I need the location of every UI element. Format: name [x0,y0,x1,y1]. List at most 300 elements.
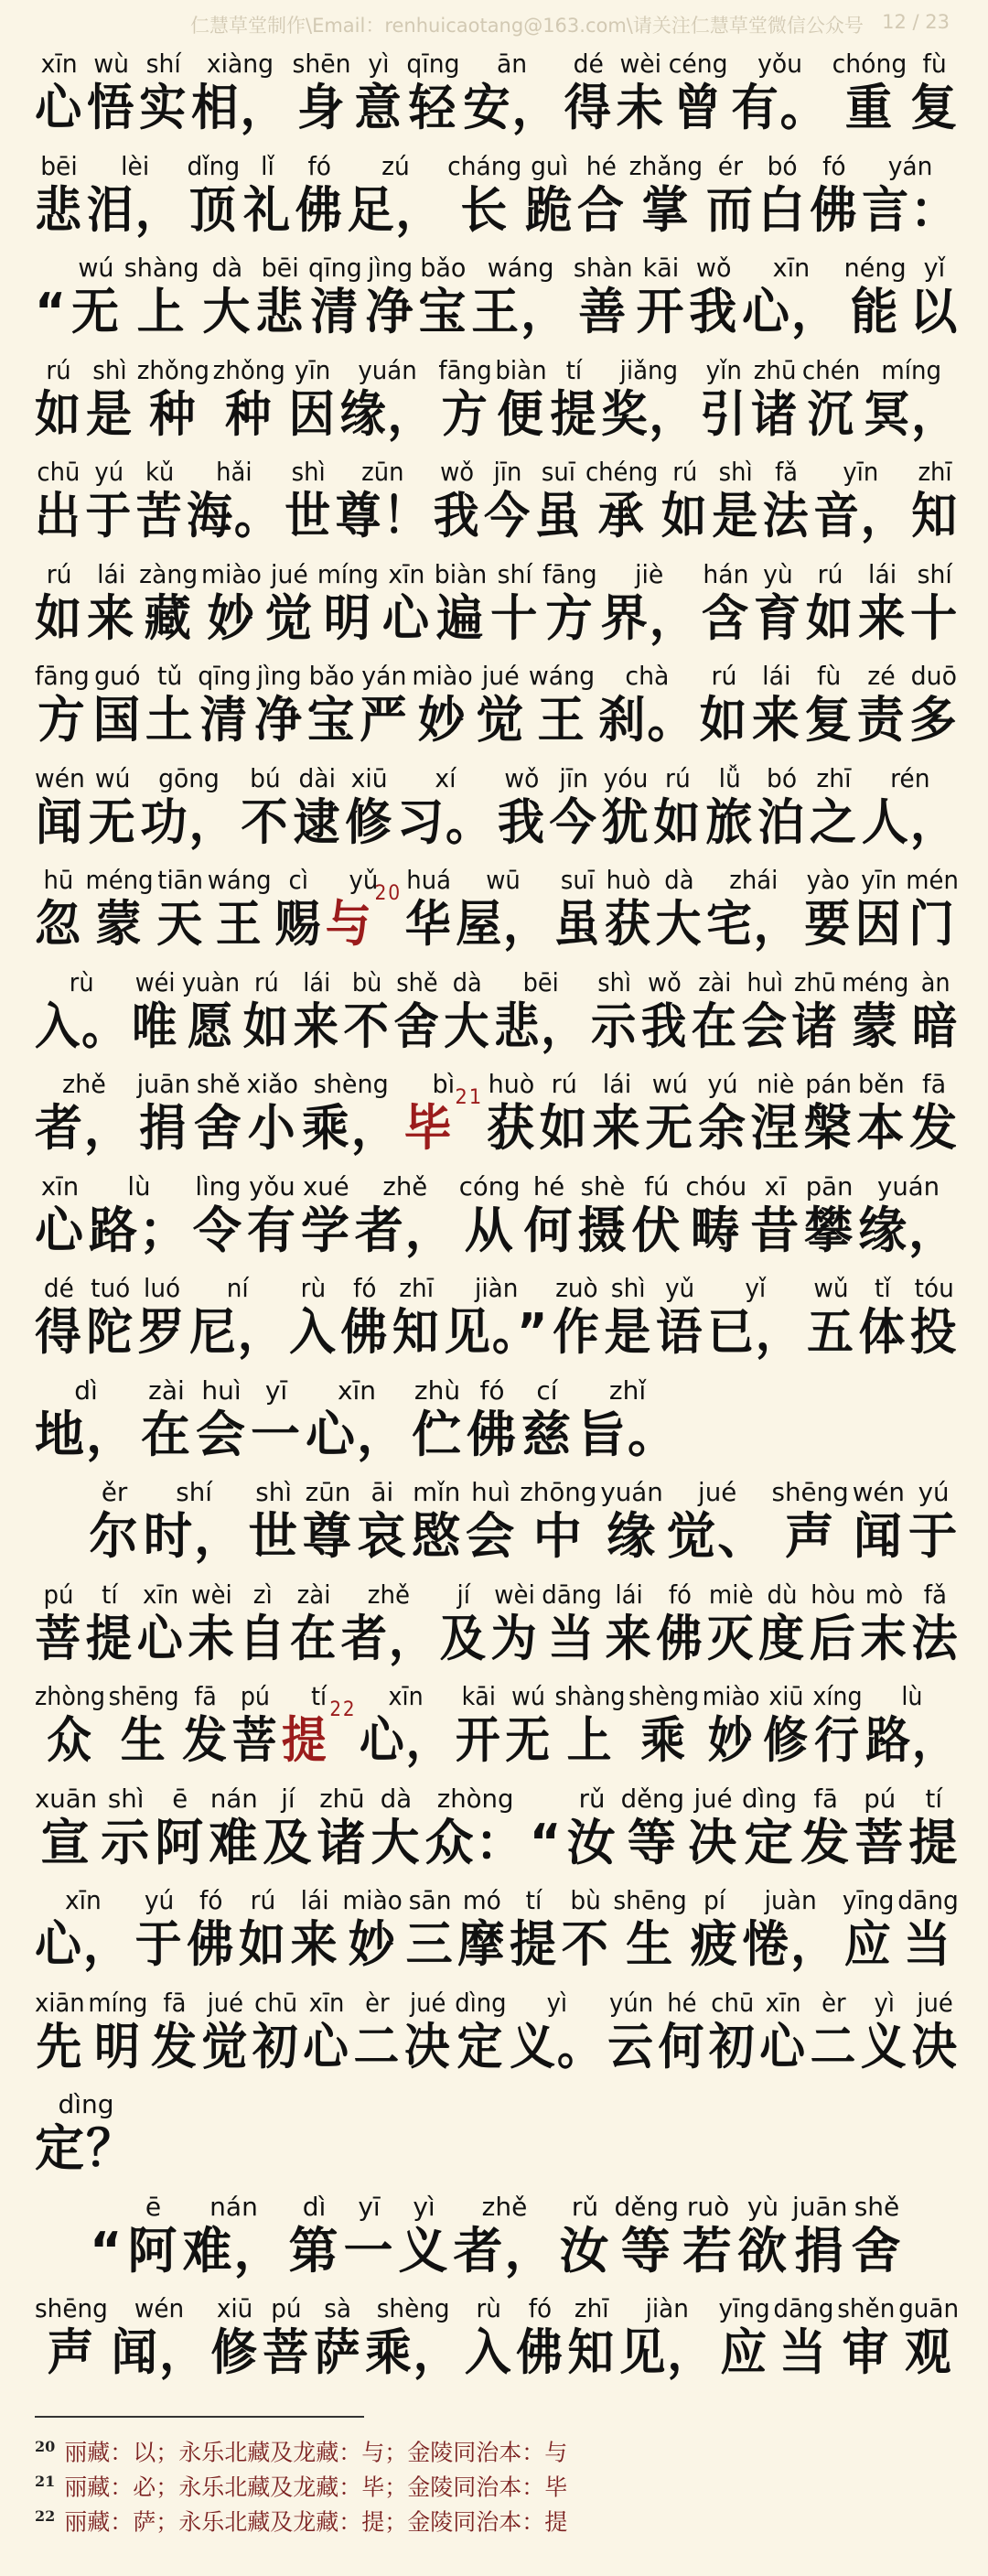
hanzi: 我 [640,997,689,1055]
pinyin: bú [250,762,281,793]
pinyin: xíng [812,1681,863,1711]
hanzi: 本 [856,1099,907,1157]
ruby-char [804,866,852,954]
ruby-char [291,1886,339,1974]
ruby-char [600,1478,662,1566]
ruby-char [241,764,289,852]
hanzi: 不 [343,997,391,1055]
pinyin: lái [615,1579,643,1610]
hanzi: 于 [85,487,134,544]
hanzi: 遍 [435,588,486,647]
hanzi: 于 [134,1915,184,1973]
ruby-char [139,560,198,648]
hanzi: 清 [199,691,250,749]
text-line [35,749,959,852]
hanzi: 大 [655,895,703,953]
ruby-char [306,1376,408,1464]
pinyin: wú [651,1069,688,1099]
pinyin: yì [546,1987,568,2018]
ruby-char [88,1989,147,2076]
pinyin: yǐ [745,1273,767,1303]
hanzi: 出 [35,487,82,544]
hanzi: 之 [809,792,858,851]
ruby-char [763,1682,810,1770]
text-line [35,1871,959,1974]
pinyin: yī [264,1374,288,1406]
ruby-char [434,458,481,545]
pinyin: fó [668,1579,692,1610]
ruby-char [255,253,305,341]
pinyin: wén [852,1477,905,1507]
ruby-char [457,1886,506,1974]
pinyin: lái [602,1069,632,1099]
footnote-ref[interactable]: 20 [374,882,403,905]
ruby-char [366,253,415,341]
pinyin: shàng [124,253,199,283]
hanzi: 当 [548,1609,596,1667]
ruby-char [293,764,341,852]
hanzi: 旨。 [576,1405,679,1463]
pinyin: lìng [195,1170,242,1202]
pinyin: rú [250,1885,276,1915]
hanzi: 屋， [456,895,551,953]
hanzi: 欲 [737,2221,789,2280]
text-line [35,35,960,137]
pinyin: cháng [447,150,522,181]
hanzi: 悲， [494,997,588,1055]
hanzi: 因 [854,895,903,953]
pinyin: suī [541,457,575,487]
hanzi: 种 [225,384,274,443]
pinyin: rù [476,2293,501,2323]
pinyin: zàng [139,558,199,589]
ruby-char [865,1682,958,1770]
hanzi: 义。 [510,2017,605,2075]
hanzi: 复 [910,79,960,136]
hanzi: 昔 [750,1201,801,1259]
hanzi: 闻， [111,2323,208,2381]
pinyin: miè [708,1579,754,1610]
hanzi: 要 [804,895,853,953]
pinyin: gōng [158,762,220,793]
pinyin: fù [922,49,947,79]
hanzi: “ [529,1813,564,1871]
ruby-char [326,866,402,954]
pinyin: mó [462,1885,501,1915]
hanzi: 若 [682,2221,735,2280]
ruby-char [399,2193,450,2280]
pinyin: dāng [897,1885,959,1915]
pinyin: fā [922,1069,947,1099]
ruby-char [35,1682,105,1770]
hanzi: 大 [370,1813,422,1871]
pinyin: ē [145,2191,162,2222]
pinyin: yīn [861,865,897,895]
pinyin: yuán [600,1477,663,1507]
ruby-char [282,1682,356,1770]
hanzi: 已， [707,1303,804,1361]
pinyin: dài [298,762,336,793]
pinyin: fāng [35,661,90,691]
pinyin: zhǒng [136,354,209,385]
pinyin: hé [532,1170,565,1202]
pinyin: yuán [877,1170,940,1202]
hanzi: 心， [35,1915,132,1973]
hanzi: 含 [701,588,751,647]
ruby-char [435,560,488,648]
pinyin: dìng [742,1783,798,1814]
ruby-char [516,2294,564,2382]
hanzi: 藏 [144,588,193,647]
pinyin: huì [746,966,783,997]
hanzi: 功， [140,792,238,851]
ruby-char [138,1274,187,1362]
ruby-char [293,49,351,137]
pinyin: wú [511,1681,545,1711]
text-line [35,2075,959,2178]
hanzi: 定 [456,2017,505,2075]
pinyin: bù [570,1885,601,1915]
text-line [35,954,960,1056]
pinyin: yǔ [664,1273,695,1303]
hanzi: 礼 [242,180,292,239]
ruby-char [682,2193,734,2280]
pinyin: hǎi [216,457,252,487]
hanzi: 妙 [417,691,467,749]
ruby-char [598,662,696,749]
pinyin: duō [910,661,957,691]
ruby-char [750,1172,800,1260]
pinyin: shēng [613,1885,687,1915]
hanzi: 觉 [476,691,526,749]
ruby-char [341,1580,436,1668]
hanzi: 王， [471,283,571,340]
ruby-char [530,1784,564,1872]
ruby-char [490,1580,538,1668]
hanzi: 以 [909,283,960,340]
hanzi: 能 [850,283,900,340]
ruby-char [487,1070,536,1158]
pinyin: rú [551,1069,577,1099]
hanzi: 暗 [912,997,960,1055]
hanzi: 而 [705,180,755,239]
pinyin: shì [291,457,326,487]
pinyin: shèng [376,2293,450,2323]
footnote-ref[interactable]: 22 [329,1698,357,1721]
ruby-char [295,152,344,240]
ruby-char [404,1989,452,2076]
ruby-char [247,1172,297,1260]
pinyin: rú [665,762,691,793]
pinyin: rú [46,558,72,589]
hanzi: 无 [70,283,121,340]
ruby-char [484,458,532,545]
pinyin: pú [864,1783,897,1814]
pinyin: xué [302,1170,349,1202]
ruby-char [208,866,272,954]
hanzi: 我 [433,487,481,544]
pinyin: xīn [65,1885,102,1915]
hanzi: 一 [251,1405,302,1463]
text-line [35,341,960,444]
ruby-char [35,1172,85,1260]
pinyin: zhě [367,1579,410,1610]
ruby-char [365,2294,461,2382]
footnote-ref[interactable]: 21 [455,1086,484,1109]
pinyin: rú [711,661,737,691]
ruby-char [910,49,959,137]
ruby-char [698,1070,747,1158]
pinyin: dé [43,1273,74,1303]
ruby-char [339,356,435,444]
pinyin: huò [606,865,651,895]
pinyin: dìng [58,2089,114,2119]
ruby-char [811,1989,858,2076]
ruby-char [274,866,322,954]
ruby-char [189,1274,285,1362]
ruby-char [555,1682,626,1770]
pinyin: yán [887,150,933,181]
hanzi: 提 [550,384,598,443]
ruby-char [354,1989,402,2076]
pinyin: chū [37,457,81,487]
ruby-char [909,662,959,749]
hanzi: 我 [497,792,546,851]
pinyin: zūn [305,1477,351,1507]
pinyin: zé [867,661,896,691]
hanzi: 及 [263,1813,314,1871]
ruby-char [90,2193,124,2280]
pinyin: shēn [292,49,351,79]
ruby-char [137,1580,185,1668]
ruby-char [93,662,143,749]
pinyin: tóu [914,1273,954,1303]
ruby-char [447,152,521,240]
ruby-char [35,152,83,240]
text-line [35,1259,959,1362]
pinyin: tí [311,1681,328,1711]
text-line [35,851,959,954]
ruby-char [567,1784,618,1872]
hanzi: 心， [306,1405,408,1463]
hanzi: 乘 [640,1711,687,1769]
pinyin: wén [35,762,85,793]
text-line [35,647,959,749]
ruby-char [742,1784,797,1872]
hanzi: 等 [620,2221,672,2280]
pinyin: zhù [413,1374,461,1406]
ruby-char [86,356,134,444]
ruby-char [510,1989,604,2076]
ruby-char [653,764,702,852]
ruby-char [520,1478,596,1566]
hanzi: 尔 [89,1507,140,1565]
ruby-char [804,662,854,749]
ruby-char [719,2294,770,2382]
hanzi: 示 [101,1813,152,1871]
pinyin: rù [300,1273,327,1303]
hanzi: 在 [691,997,738,1055]
pinyin: fó [479,1374,505,1406]
ruby-char [35,2090,137,2178]
ruby-char [525,152,574,240]
pinyin: wèi [191,1579,232,1610]
ruby-char [187,152,240,240]
pinyin: zhōng [520,1477,597,1507]
pinyin: dāng [542,1579,602,1610]
ruby-char [897,1886,959,1974]
pinyin: ér [717,150,743,181]
ruby-char [752,662,801,749]
pinyin: lèi [121,150,150,181]
pinyin: xiū [216,2293,253,2323]
hanzi: 未 [616,79,665,136]
pinyin: zài [698,966,732,997]
pinyin: jué [698,1477,737,1507]
pinyin: dǐng [187,150,241,181]
pinyin: fó [528,2293,553,2323]
ruby-char [112,2294,208,2382]
ruby-char [792,2193,847,2280]
ruby-char [706,152,755,240]
pinyin: shēng [35,2293,108,2323]
ruby-char [209,1784,259,1872]
pinyin: yīng [718,2293,770,2323]
pinyin: běn [857,1069,905,1099]
ruby-char [71,253,121,341]
ruby-char [35,1478,85,1566]
pinyin: èr [365,1987,390,2018]
hanzi: 声 [47,2323,96,2381]
hanzi: 奖， [601,384,697,443]
pinyin: jué [409,1987,446,2018]
hanzi: 华 [404,895,453,953]
pinyin: wèi [494,1579,535,1610]
pinyin: wén [134,2293,185,2323]
pinyin: shì [107,1783,145,1814]
hanzi: 上 [136,283,187,340]
hanzi: 三 [405,1915,455,1973]
hanzi: 缘 [606,1507,658,1565]
hanzi: 实 [139,79,188,136]
pinyin: xiū [768,1681,804,1711]
ruby-char [444,968,490,1056]
ruby-char [35,560,83,648]
pinyin: cóng [458,1170,521,1202]
pinyin: zhě [382,1170,428,1202]
pinyin: jīn [493,457,522,487]
hanzi: 见， [618,2323,715,2381]
pinyin: lái [303,966,331,997]
ruby-char [87,560,135,648]
pinyin: jìng [256,661,302,691]
hanzi: 二 [810,2017,858,2075]
hanzi: 槃 [803,1099,854,1157]
pinyin: tí [925,1783,943,1814]
ruby-char [86,1580,134,1668]
hanzi: 修 [763,1711,810,1769]
ruby-char [357,1478,407,1566]
hanzi: 愿 [187,997,235,1055]
pinyin: shě [854,2191,900,2222]
pinyin: zhī [399,1273,435,1303]
pinyin: yù [746,2191,779,2222]
ruby-char [35,968,128,1056]
pinyin: shí [917,558,952,589]
pinyin: zūn [361,457,404,487]
hanzi: 是 [85,384,134,443]
hanzi: 小 [247,1099,297,1157]
ruby-char [194,1070,243,1158]
footnote-22: $^{22}$ 丽藏：萨；永乐北藏及龙藏：提；金陵同治本：提 [35,2507,568,2536]
pinyin: lǚ [718,762,741,793]
hanzi: 如 [35,384,83,443]
hanzi: 心， [359,1711,453,1769]
ruby-char [617,49,665,137]
pinyin: yóu [603,762,649,793]
pinyin: xīn [765,1987,801,2018]
hanzi: 体 [858,1303,907,1361]
pinyin: zhě [481,2191,528,2222]
hanzi [35,1507,85,1566]
hanzi: 修 [345,792,394,851]
hanzi: 顶 [188,180,238,239]
hanzi: 如 [238,1915,287,1973]
ruby-char [392,1274,441,1362]
variant-char: 毕$^{21}$ [403,1086,484,1157]
pinyin: juān [136,1069,190,1099]
hanzi: 难 [209,1813,260,1871]
hanzi: 作 [553,1303,601,1361]
hanzi: 泊 [757,792,807,851]
ruby-char [187,458,281,545]
hanzi: 入。 [35,997,129,1055]
text-line [35,1974,959,2076]
ruby-char [661,458,709,545]
ruby-char [758,1580,806,1668]
pinyin: shí [176,1477,212,1507]
hanzi: 捐 [794,2221,846,2280]
hanzi: 二 [353,2017,402,2075]
ruby-char [858,1172,959,1260]
hanzi: 陀 [86,1303,134,1361]
pinyin: sān [408,1885,452,1915]
hanzi: 今 [484,487,532,544]
hanzi: 菩 [35,1609,83,1667]
ruby-char [303,1989,350,2076]
hanzi: 摩 [457,1915,507,1973]
pinyin: zài [296,1579,331,1610]
hanzi: 众： [424,1813,526,1871]
ruby-char [336,458,430,545]
text-line [35,1362,959,1464]
pinyin: hòu [811,1579,856,1610]
hanzi: 明 [323,588,373,647]
ruby-char [605,866,652,954]
ruby-char [35,1886,132,1974]
hanzi: 虽 [553,895,602,953]
pinyin: biàn [495,354,547,385]
ruby-char [585,458,658,545]
ruby-char [804,1070,854,1158]
pinyin: pí [703,1885,726,1915]
pinyin: fāng [438,354,492,385]
hanzi: 蒙 [852,997,899,1055]
ruby-char [560,2193,611,2280]
pinyin: dāng [773,2293,834,2323]
pinyin: bó [767,762,798,793]
pinyin: zhǐ [608,1374,647,1406]
